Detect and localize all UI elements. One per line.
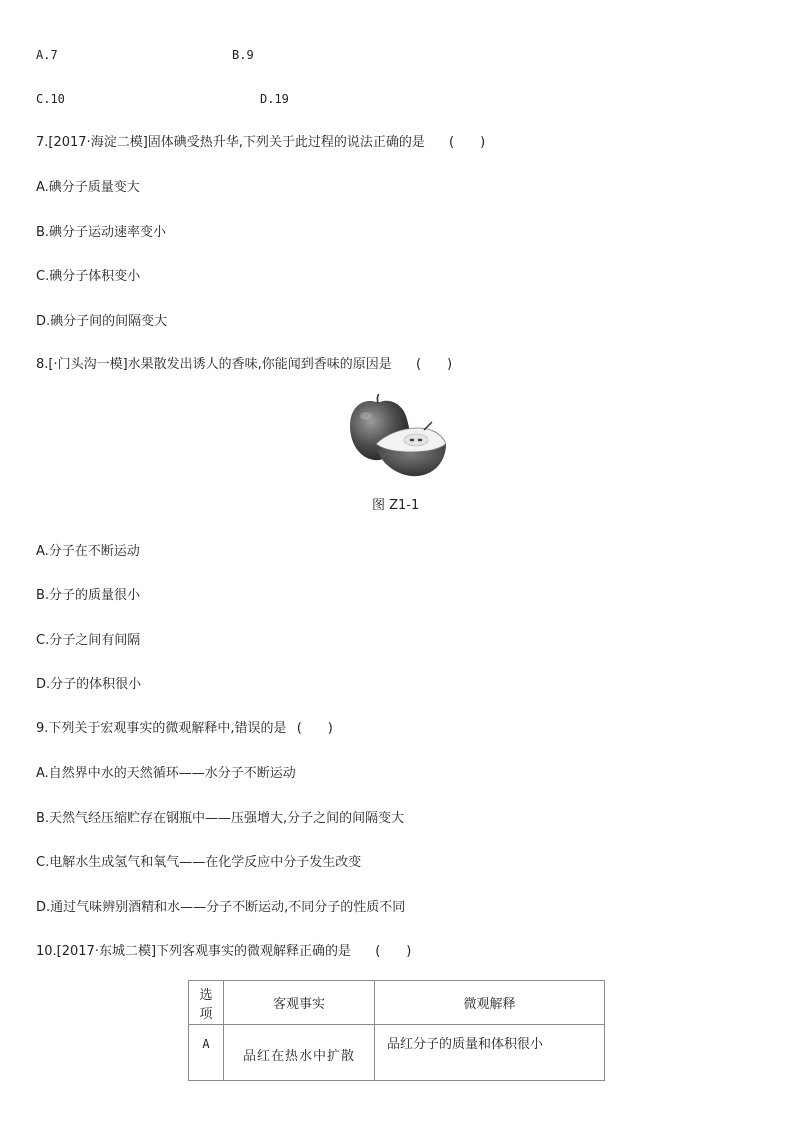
facts-table [188, 980, 605, 1081]
table-header-option: 选项 [189, 981, 224, 1025]
q9-option-a: A.自然界中水的天然循环——水分子不断运动 [36, 766, 296, 781]
q7-stem: 7.[2017·海淀二模]固体碘受热升华,下列关于此过程的说法正确的是 [36, 135, 425, 150]
q10-answer-paren: ( ) [375, 944, 412, 959]
table-header-row [189, 981, 605, 1025]
q9-option-c: C.电解水生成氢气和氧气——在化学反应中分子发生改变 [36, 855, 362, 870]
q8-stem: 8.[·门头沟一模]水果散发出诱人的香味,你能闻到香味的原因是 [36, 357, 392, 372]
q9-answer-paren: ( ) [296, 721, 333, 736]
q6-option-a: A.7 [36, 48, 58, 62]
table-cell-option: A [189, 1025, 224, 1081]
q8-option-a: A.分子在不断运动 [36, 544, 140, 559]
table-cell-fact: 品红在热水中扩散 [224, 1025, 375, 1081]
figure-caption: 图 Z1-1 [372, 498, 420, 513]
apple-illustration [346, 394, 450, 480]
q7-answer-paren: ( ) [449, 135, 486, 150]
q9-stem-line [36, 721, 333, 737]
q10-stem: 10.[2017·东城二模]下列客观事实的微观解释正确的是 [36, 944, 352, 959]
q7-option-c: C.碘分子体积变小 [36, 269, 141, 284]
q9-option-d: D.通过气味辨别酒精和水——分子不断运动,不同分子的性质不同 [36, 900, 406, 915]
apple-figure [346, 394, 450, 480]
q8-option-c: C.分子之间有间隔 [36, 633, 141, 648]
q9-option-b: B.天然气经压缩贮存在钢瓶中——压强增大,分子之间的间隔变大 [36, 811, 405, 826]
q6-option-b: B.9 [232, 48, 254, 62]
table-cell-explanation: 品红分子的质量和体积很小 [375, 1025, 605, 1081]
q9-stem: 9.下列关于宏观事实的微观解释中,错误的是 [36, 721, 287, 736]
q8-option-b: B.分子的质量很小 [36, 588, 141, 603]
q8-answer-paren: ( ) [415, 357, 453, 372]
q7-option-a: A.碘分子质量变大 [36, 180, 140, 195]
table-header-explanation: 微观解释 [375, 981, 605, 1025]
table-row [189, 1025, 605, 1081]
q10-stem-line [36, 944, 411, 960]
q7-option-b: B.碘分子运动速率变小 [36, 225, 167, 240]
table-header-fact: 客观事实 [224, 981, 375, 1025]
q8-option-d: D.分子的体积很小 [36, 677, 142, 692]
q6-option-d: D.19 [260, 92, 289, 106]
q7-stem-line [36, 135, 485, 151]
q8-stem-line [36, 357, 452, 373]
q6-option-c: C.10 [36, 92, 65, 106]
q7-option-d: D.碘分子间的间隔变大 [36, 314, 168, 329]
